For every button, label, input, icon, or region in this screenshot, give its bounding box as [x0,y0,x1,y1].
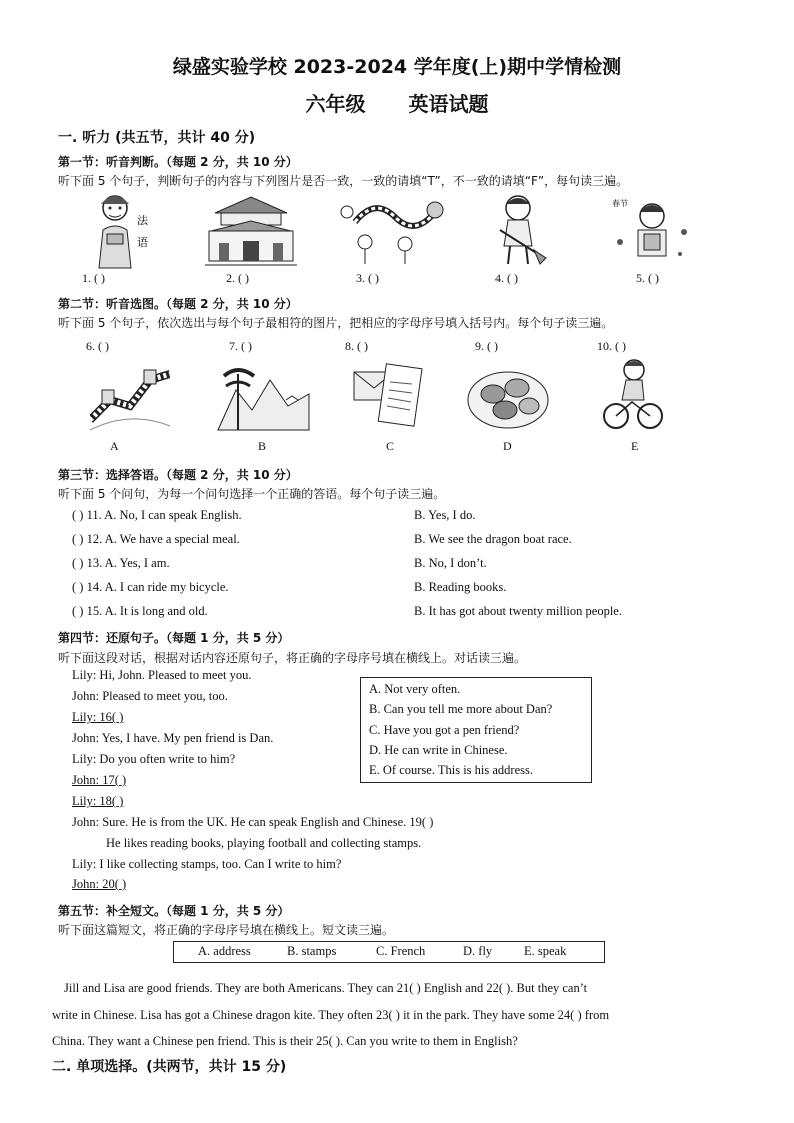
teacher-picture [85,190,165,270]
q9-blank[interactable]: 9. ( ) [475,339,498,353]
s1-title: 第一节：听音判断。（每题 2 分，共 10 分） [58,155,298,169]
pic-letter-e: E [631,439,639,453]
q20-blank[interactable]: John: 20( ) [72,877,127,891]
mooncakes-picture [465,360,551,432]
part1-title: 一. 听力 (共五节，共计 40 分) [58,130,256,146]
subject-label: 英语试题 [408,92,489,116]
s4-option-a: A. Not very often. [369,682,461,696]
q18-blank[interactable]: Lily: 18( ) [72,794,124,808]
pic-letter-c: C [386,439,395,453]
s5-title: 第五节：补全短文。（每题 1 分，共 5 分） [58,904,290,918]
dialog-line: Lily: Hi, John. Pleased to meet you. [72,668,252,682]
dragon-dance-picture [335,192,445,268]
letter-picture [352,362,424,432]
s4-option-c: C. Have you got a pen friend? [369,723,520,737]
dialog-line: John: Yes, I have. My pen friend is Dan. [72,731,274,745]
s5-word-d: D. fly [463,944,493,958]
s4-instructions: 听下面这段对话，根据对话内容还原句子，将正确的字母序号填在横线上。对话读三遍。 [58,651,527,665]
s1-instructions: 听下面 5 个句子，判断句子的内容与下列图片是否一致，一致的请填“T”，不一致的请填“F”，每句读三遍。 [58,174,629,188]
passage-line: China. They want a Chinese pen friend. This is their 25( ). Can you write to them in English? [52,1034,518,1048]
dialog-line: John: Pleased to meet you, too. [72,689,228,703]
pic-letter-a: A [110,439,119,453]
passage-line: write in Chinese. Lisa has got a Chinese dragon kite. They often 23( ) it in the park. They have some 24( ) from [52,1007,610,1022]
dialog-line: He likes reading books, playing football and collecting stamps. [106,836,422,850]
q2-blank[interactable]: 2. ( ) [226,271,249,285]
dialog-line: Lily: I like collecting stamps, too. Can I write to him? [72,857,342,871]
q14-option-a[interactable]: ( ) 14. A. I can ride my bicycle. [72,580,229,594]
s4-option-e: E. Of course. This is his address. [369,763,533,777]
s5-word-b: B. stamps [287,944,337,958]
q7-blank[interactable]: 7. ( ) [229,339,252,353]
q17-blank[interactable]: John: 17( ) [72,773,127,787]
q13-option-a[interactable]: ( ) 13. A. Yes, I am. [72,556,170,570]
q14-option-b[interactable]: B. Reading books. [414,580,507,594]
pic-text-fa: 法 [137,214,148,227]
q4-blank[interactable]: 4. ( ) [495,271,518,285]
spring-festival-picture [610,192,695,268]
s5-passage [52,975,734,1055]
s4-option-b: B. Can you tell me more about Dan? [369,702,553,716]
q3-blank[interactable]: 3. ( ) [356,271,379,285]
q1-blank[interactable]: 1. ( ) [82,271,105,285]
s3-instructions: 听下面 5 个问句，为每一个问句选择一个正确的答语。每个句子读三遍。 [58,487,446,501]
q15-option-b[interactable]: B. It has got about twenty million people. [414,604,622,618]
s3-title: 第三节：选择答语。（每题 2 分，共 10 分） [58,468,298,482]
q13-option-b[interactable]: B. No, I don’t. [414,556,487,570]
s4-options-box [360,677,592,783]
exam-subtitle [0,88,794,117]
q19-dialog-line[interactable]: John: Sure. He is from the UK. He can speak English and Chinese. 19( ) [72,815,434,829]
great-wall-picture [90,360,170,432]
dialog-line: Lily: Do you often write to him? [72,752,236,766]
s5-word-c: C. French [376,944,426,958]
s4-option-d: D. He can write in Chinese. [369,743,508,757]
s2-instructions: 听下面 5 个句子，依次选出与每个句子最相符的图片，把相应的字母序号填入括号内。每个句子读三遍。 [58,316,614,330]
q5-blank[interactable]: 5. ( ) [636,271,659,285]
q11-option-a[interactable]: ( ) 11. A. No, I can speak English. [72,508,242,522]
pic-text-chunjie: 春节 [612,199,628,208]
mountain-pine-picture [216,360,311,432]
q12-option-b[interactable]: B. We see the dragon boat race. [414,532,572,546]
q16-blank[interactable]: Lily: 16( ) [72,710,124,724]
s2-title: 第二节：听音选图。（每题 2 分，共 10 分） [58,297,298,311]
q15-option-a[interactable]: ( ) 15. A. It is long and old. [72,604,208,618]
s5-word-a: A. address [198,944,251,958]
q8-blank[interactable]: 8. ( ) [345,339,368,353]
pic-letter-b: B [258,439,267,453]
q12-option-a[interactable]: ( ) 12. A. We have a special meal. [72,532,240,546]
passage-line: Jill and Lisa are good friends. They are both Americans. They can 21( ) English and 22( ). But they can’t [64,981,588,995]
part2-title: 二. 单项选择。(共两节，共计 15 分) [52,1059,287,1075]
gate-building-picture [205,193,297,267]
pic-letter-d: D [503,439,512,453]
s4-title: 第四节：还原句子。（每题 1 分，共 5 分） [58,631,290,645]
boy-broom-picture [490,192,550,268]
s5-word-box [173,941,605,963]
exam-title: 绿盛实验学校 2023-2024 学年度(上)期中学情检测 [172,56,622,78]
s5-instructions: 听下面这篇短文，将正确的字母序号填在横线上。短文读三遍。 [58,923,395,937]
s5-word-e: E. speak [524,944,567,958]
q11-option-b[interactable]: B. Yes, I do. [414,508,476,522]
q6-blank[interactable]: 6. ( ) [86,339,109,353]
cyclist-picture [600,356,666,432]
pic-text-yu: 语 [137,236,148,249]
q10-blank[interactable]: 10. ( ) [597,339,626,353]
grade-label: 六年级 [305,92,366,116]
